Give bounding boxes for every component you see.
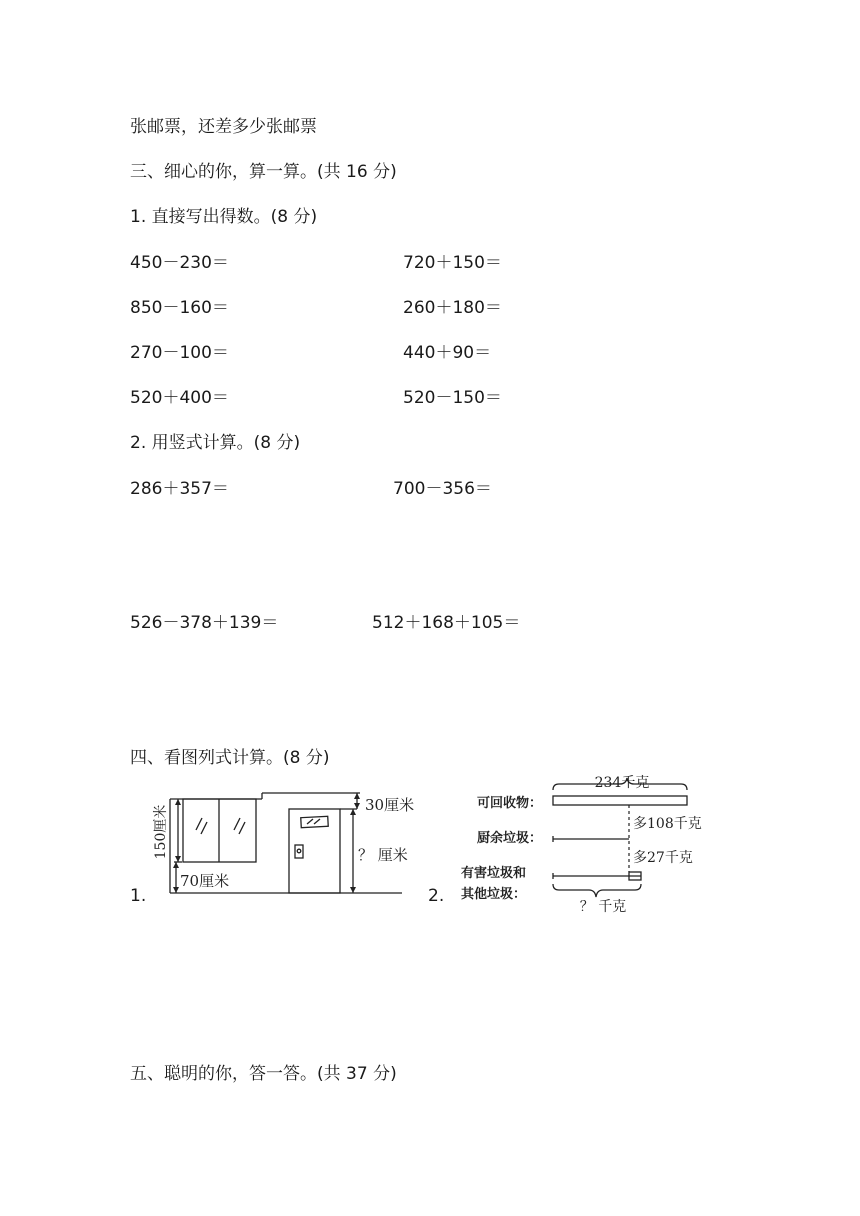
top-gap-label: 30厘米 bbox=[365, 796, 415, 814]
question-2-title: 2. 用竖式计算。(8 分) bbox=[130, 433, 301, 453]
row-label-hazardous-line1: 有害垃圾和 bbox=[461, 866, 527, 881]
oral-calc-item: 850－160＝ bbox=[130, 298, 229, 318]
difference-label-1: 多108千克 bbox=[633, 816, 702, 832]
figure-1-number: 1. bbox=[130, 886, 147, 906]
row-label-kitchen: 厨余垃圾： bbox=[477, 831, 543, 846]
difference-label-2: 多27千克 bbox=[633, 850, 693, 866]
height-label: 150厘米 bbox=[153, 804, 169, 860]
oral-calc-item: 270－100＝ bbox=[130, 343, 229, 363]
unknown-height-label: ？ 厘米 bbox=[358, 846, 408, 864]
vertical-calc-item: 526－378＋139＝ bbox=[130, 613, 279, 633]
oral-calc-item: 440＋90＝ bbox=[403, 343, 492, 363]
oral-calc-item: 260＋180＝ bbox=[403, 298, 502, 318]
bottom-gap-label: 70厘米 bbox=[180, 872, 230, 890]
section-4-title: 四、看图列式计算。(8 分) bbox=[130, 748, 330, 768]
row-label-hazardous-line2: 其他垃圾： bbox=[461, 887, 527, 902]
garbage-weight-figure bbox=[455, 770, 725, 920]
wall-window-door-figure bbox=[140, 788, 430, 900]
total-weight-label: 234千克 bbox=[594, 775, 650, 791]
oral-calc-item: 450－230＝ bbox=[130, 253, 229, 273]
vertical-calc-item: 700－356＝ bbox=[393, 479, 492, 499]
row-label-recyclable: 可回收物： bbox=[477, 796, 543, 811]
continuation-text: 张邮票，还差多少张邮票 bbox=[130, 117, 317, 137]
section-5-title: 五、聪明的你，答一答。(共 37 分) bbox=[130, 1064, 397, 1084]
vertical-calc-item: 286＋357＝ bbox=[130, 479, 229, 499]
oral-calc-item: 520＋400＝ bbox=[130, 388, 229, 408]
figure-2-number: 2. bbox=[428, 886, 445, 906]
section-3-title: 三、细心的你，算一算。(共 16 分) bbox=[130, 162, 397, 182]
oral-calc-item: 520－150＝ bbox=[403, 388, 502, 408]
unknown-weight-label: ？ 千克 bbox=[579, 899, 627, 915]
oral-calc-item: 720＋150＝ bbox=[403, 253, 502, 273]
vertical-calc-item: 512＋168＋105＝ bbox=[372, 613, 521, 633]
question-1-title: 1. 直接写出得数。(8 分) bbox=[130, 207, 318, 227]
